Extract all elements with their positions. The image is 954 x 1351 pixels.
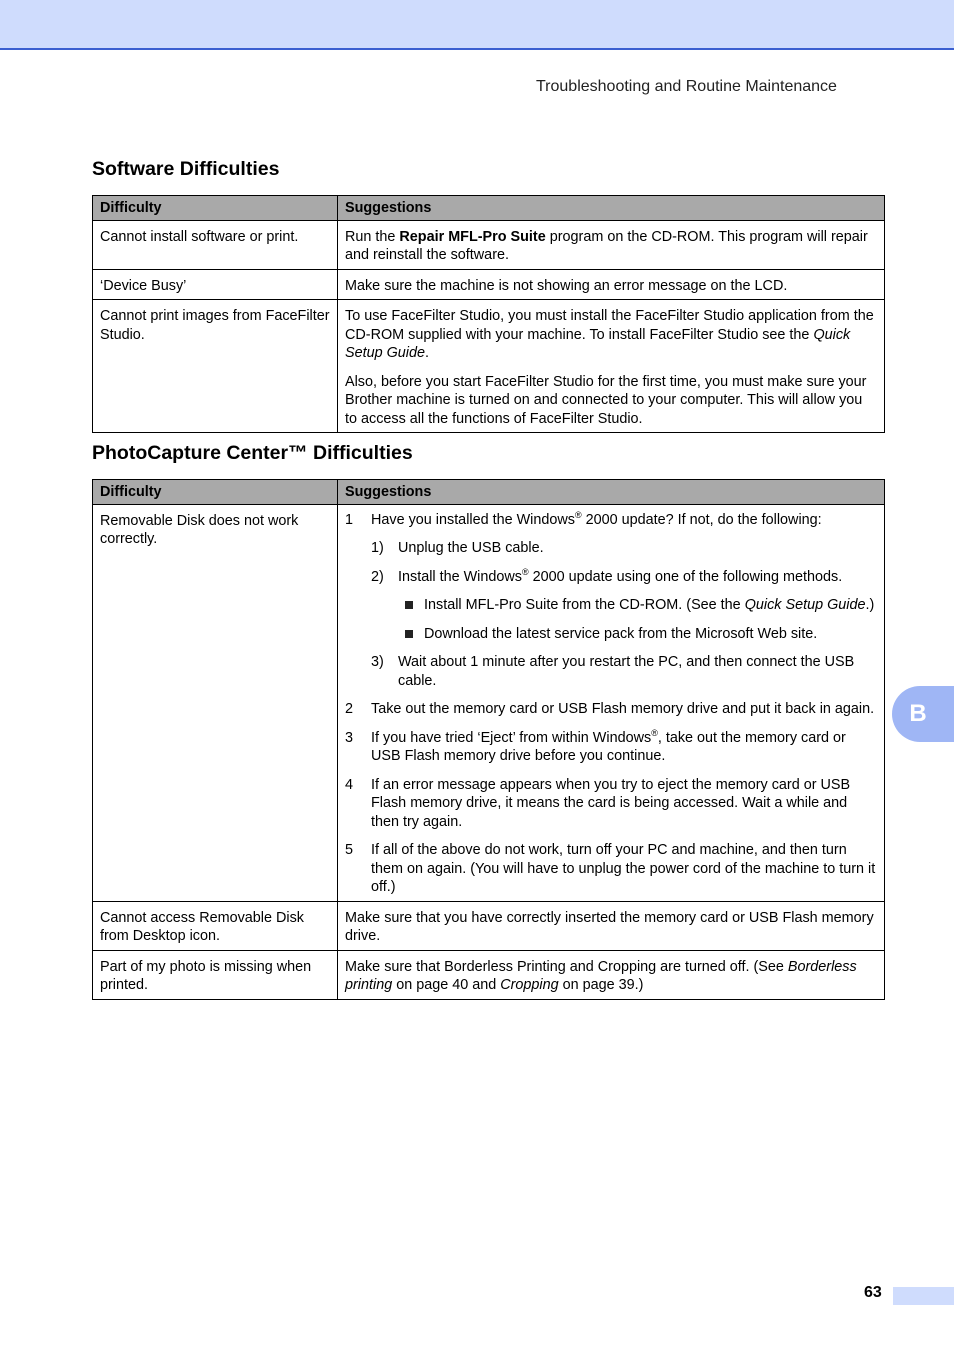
step-text: If all of the above do not work, turn off your PC and machine, and then turn them on again. (You will have to unplug the power cord of the machine to turn it off.)	[371, 842, 876, 895]
text: Make sure that Borderless Printing and Cropping are turned off. (See	[345, 958, 788, 975]
program-name: Repair MFL-Pro Suite	[399, 228, 546, 245]
step-2	[345, 700, 877, 719]
software-difficulties-heading: Software Difficulties	[92, 158, 280, 180]
suggestion-cell	[338, 504, 885, 901]
square-bullet-icon	[398, 625, 424, 644]
column-header-suggestions: Suggestions	[338, 196, 885, 221]
difficulty-cell: Removable Disk does not work correctly.	[93, 504, 338, 901]
column-header-difficulty: Difficulty	[93, 196, 338, 221]
suggestion-paragraph	[345, 307, 877, 363]
suggestion-cell	[338, 950, 885, 999]
software-difficulties-table	[92, 195, 885, 433]
difficulty-cell: Cannot access Removable Disk from Desktop icon.	[93, 901, 338, 950]
step-text	[371, 729, 877, 766]
substep-text: Wait about 1 minute after you restart the PC, and then connect the USB cable.	[398, 654, 855, 689]
text: , take out the memory card or USB Flash memory drive before you continue.	[371, 729, 846, 764]
guide-title: Quick Setup Guide	[744, 597, 866, 613]
difficulty-cell: ‘Device Busy’	[93, 269, 338, 300]
step-3	[345, 729, 877, 766]
text: 2000 update? If not, do the following:	[581, 511, 822, 528]
bullet-item	[398, 596, 877, 615]
step-text: If an error message appears when you try to eject the memory card or USB Flash memory drive, it means the card is being accessed. Wait a while and then try again.	[371, 776, 851, 830]
column-header-difficulty: Difficulty	[93, 480, 338, 505]
suggestion-cell: Make sure that you have correctly inserted the memory card or USB Flash memory drive.	[338, 901, 885, 950]
table-row	[93, 504, 885, 901]
guide-title: Quick Setup Guide	[345, 326, 851, 361]
step-number: 1	[345, 511, 354, 528]
photocapture-difficulties-heading: PhotoCapture Center™ Difficulties	[92, 442, 413, 464]
table-row	[93, 901, 885, 950]
footer-band	[893, 1287, 954, 1305]
text: 2000 update using one of the following methods.	[528, 568, 843, 585]
suggestion-cell: Make sure the machine is not showing an error message on the LCD.	[338, 269, 885, 300]
step-1	[345, 511, 877, 530]
step-4	[345, 776, 877, 832]
step-number: 4	[345, 776, 354, 793]
difficulty-cell: Part of my photo is missing when printed.	[93, 950, 338, 999]
table-row	[93, 950, 885, 999]
text: If you have tried ‘Eject’ from within Windows	[371, 729, 652, 746]
table-row	[93, 220, 885, 269]
difficulty-cell: Cannot print images from FaceFilter Studio.	[93, 300, 338, 433]
step-5	[345, 841, 877, 897]
text: on page 40 and	[392, 977, 501, 993]
suggestion-text: To use FaceFilter Studio, you must install the FaceFilter Studio application from the CD-ROM supplied with your machine. To install FaceFilter Studio see the	[345, 308, 874, 343]
photocapture-difficulties-table	[92, 479, 885, 1000]
bullet-item	[398, 625, 877, 644]
reference-title: Cropping	[500, 977, 559, 993]
chapter-tab-b: B	[892, 686, 954, 742]
difficulty-cell: Cannot install software or print.	[93, 220, 338, 269]
text: Install MFL-Pro Suite from the CD-ROM. (See the	[424, 597, 745, 613]
square-bullet-icon	[398, 596, 424, 615]
step-text	[371, 511, 877, 530]
table-header-row	[93, 480, 885, 505]
reference-title: Borderless printing	[345, 958, 857, 993]
suggestion-cell	[338, 220, 885, 269]
substep-text	[398, 568, 877, 587]
suggestion-text: Run the	[345, 228, 400, 245]
substep-3	[371, 653, 877, 690]
page-number: 63	[864, 1284, 882, 1301]
bullet-text: Download the latest service pack from the Microsoft Web site.	[424, 625, 818, 642]
substep-number: 3)	[371, 654, 384, 670]
suggestion-cell	[338, 300, 885, 433]
text: .)	[865, 597, 875, 613]
step-number: 5	[345, 842, 354, 858]
suggestion-text: .	[425, 345, 430, 361]
table-row	[93, 300, 885, 433]
text: Have you installed the Windows	[371, 511, 575, 528]
substep-number: 2)	[371, 568, 384, 585]
column-header-suggestions: Suggestions	[338, 480, 885, 505]
table-header-row	[93, 196, 885, 221]
registered-mark: ®	[651, 727, 658, 738]
registered-mark: ®	[574, 509, 582, 520]
text: Install the Windows	[398, 568, 522, 585]
substep-2	[371, 568, 877, 587]
suggestion-paragraph: Also, before you start FaceFilter Studio for the first time, you must make sure your Brother machine is turned on and connected to your computer. This will allow you to access all the functions of FaceFilter Studio.	[345, 373, 867, 427]
suggestion-text: program on the CD-ROM. This program will repair and reinstall the software.	[345, 228, 868, 263]
top-header-band	[0, 0, 954, 50]
table-row	[93, 269, 885, 300]
text: on page 39.)	[558, 977, 644, 993]
bullet-text	[424, 596, 877, 615]
running-header: Troubleshooting and Routine Maintenance	[536, 78, 837, 95]
substep-1	[371, 539, 877, 558]
step-number: 3	[345, 729, 354, 746]
step-text: Take out the memory card or USB Flash memory drive and put it back in again.	[371, 701, 875, 717]
step-number: 2	[345, 701, 354, 717]
substep-text: Unplug the USB cable.	[398, 540, 544, 556]
substep-number: 1)	[371, 540, 384, 556]
registered-mark: ®	[521, 566, 529, 577]
